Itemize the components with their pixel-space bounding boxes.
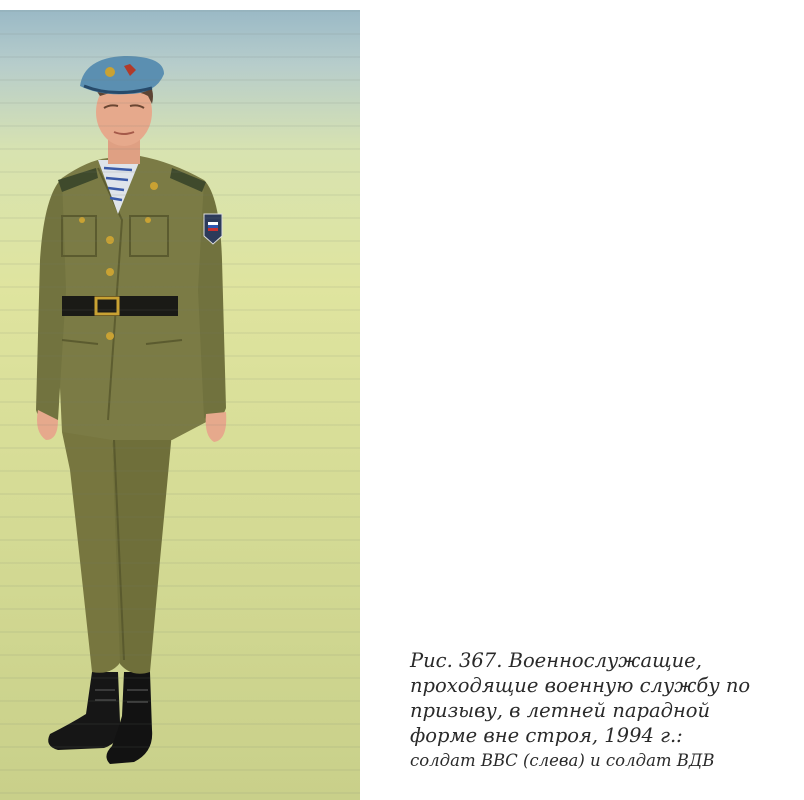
- figure-caption: [410, 648, 800, 773]
- trousers: [62, 432, 172, 674]
- caption-line: солдат ВВС (слева) и солдат ВДВ: [410, 751, 715, 770]
- caption-line: проходящие военную службу по: [410, 674, 751, 697]
- belt: [62, 296, 178, 316]
- caption-line: форме вне строя, 1994 г.:: [410, 724, 683, 747]
- illustration-plate: [0, 10, 360, 800]
- beret: [80, 56, 164, 94]
- caption-line: призыву, в летней парадной: [410, 699, 711, 722]
- soldier-illustration: [0, 10, 360, 800]
- boots: [48, 672, 152, 764]
- caption-line: Рис. 367. Военнослужащие,: [410, 649, 702, 672]
